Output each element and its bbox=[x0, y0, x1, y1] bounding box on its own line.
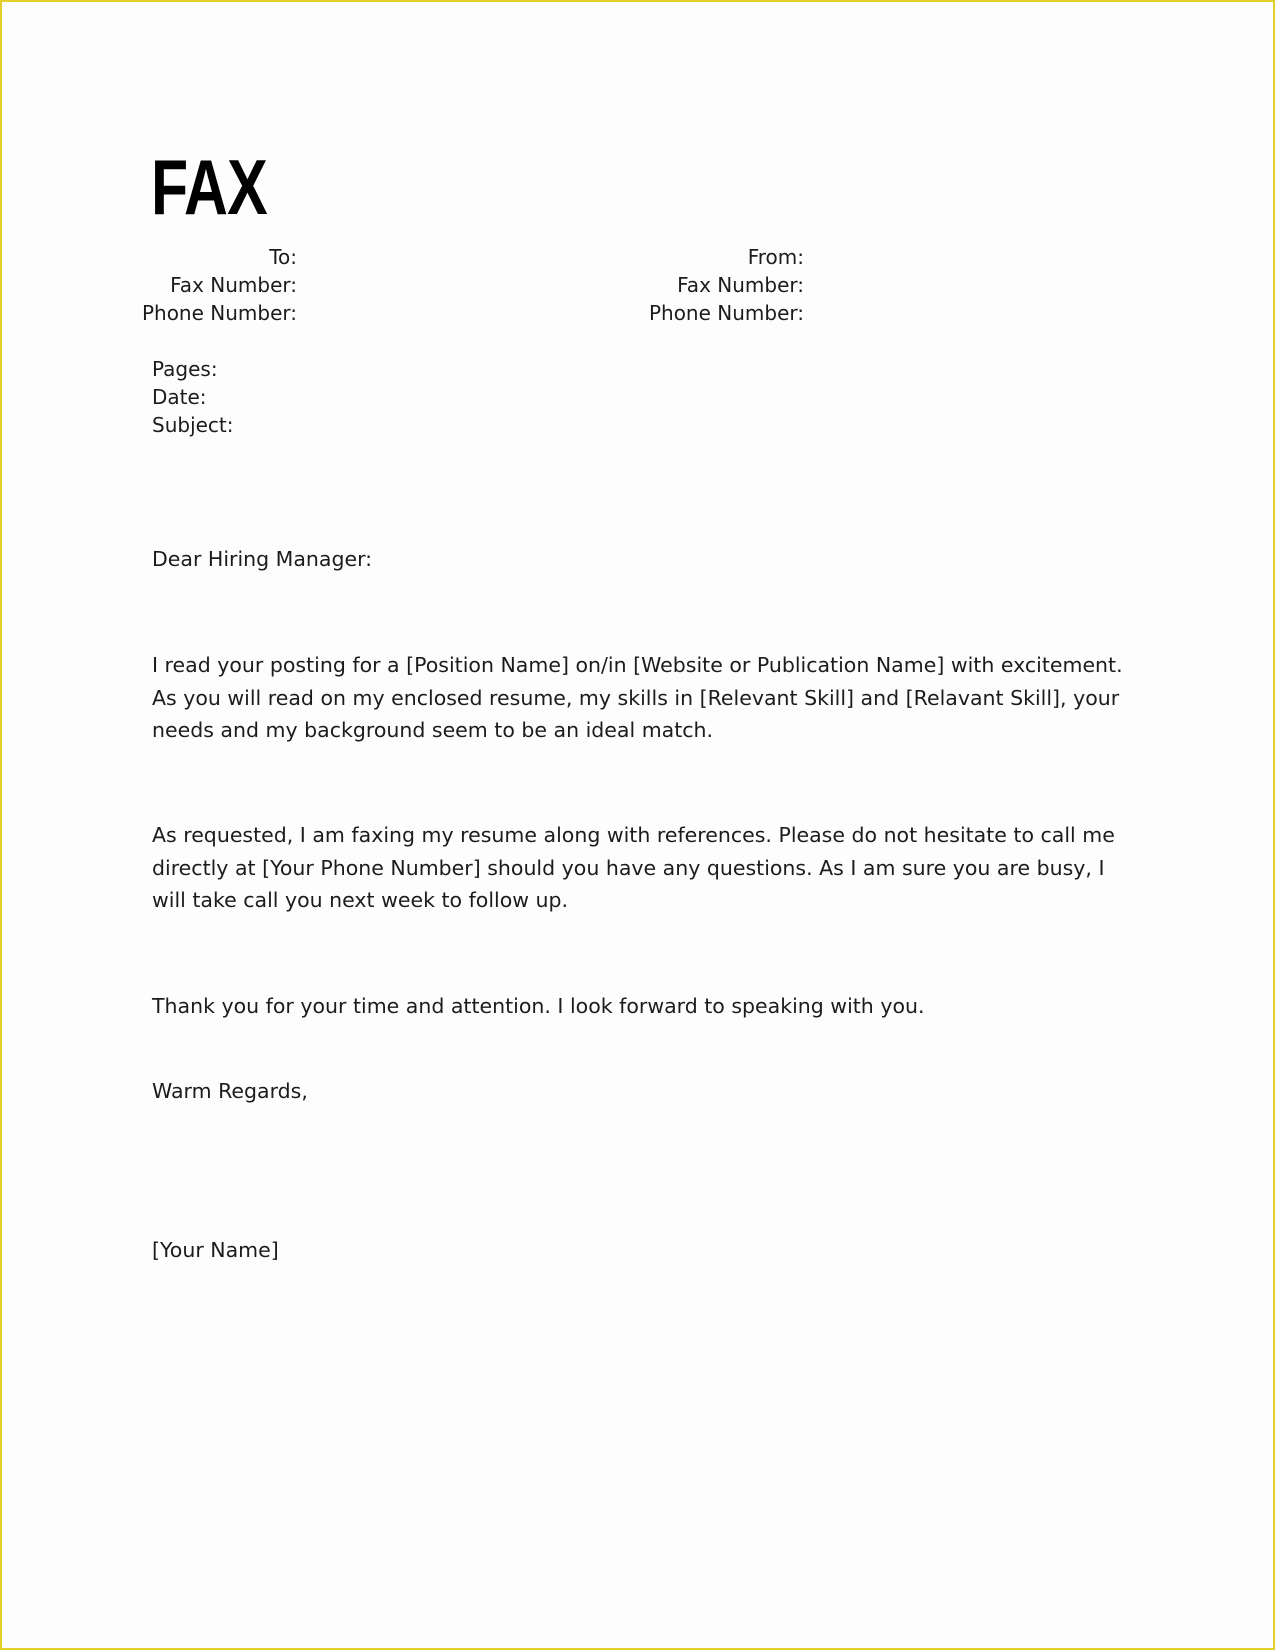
sender-fax-number-label: Fax Number: bbox=[677, 273, 804, 297]
recipient-phone-number-label: Phone Number: bbox=[141, 301, 297, 325]
pages-label: Pages: bbox=[152, 357, 218, 381]
body-paragraph-2: As requested, I am faxing my resume along with references. Please do not hesitate to call me directly at [Your Phone Number] should you have any questions. As I am sure you are busy, I will take call you next week to follow up. bbox=[152, 823, 1115, 912]
subject-label: Subject: bbox=[152, 413, 234, 437]
to-label: To: bbox=[269, 245, 297, 269]
recipient-fax-number-label: Fax Number: bbox=[170, 273, 297, 297]
fax-title: FAX bbox=[151, 143, 267, 231]
date-label: Date: bbox=[152, 385, 207, 409]
signature-name: [Your Name] bbox=[152, 1238, 279, 1262]
closing: Warm Regards, bbox=[152, 1079, 308, 1103]
body-paragraph-1: I read your posting for a [Position Name] on/in [Website or Publication Name] with excitement. As you will read on my enclosed resume, my skills in [Relevant Skill] and [Relavant Skill], your needs and my background seem to be an ideal match. bbox=[152, 653, 1123, 742]
from-label: From: bbox=[747, 245, 804, 269]
salutation: Dear Hiring Manager: bbox=[152, 547, 373, 571]
sender-phone-number-label: Phone Number: bbox=[648, 301, 804, 325]
body-paragraph-3: Thank you for your time and attention. I look forward to speaking with you. bbox=[152, 994, 925, 1018]
